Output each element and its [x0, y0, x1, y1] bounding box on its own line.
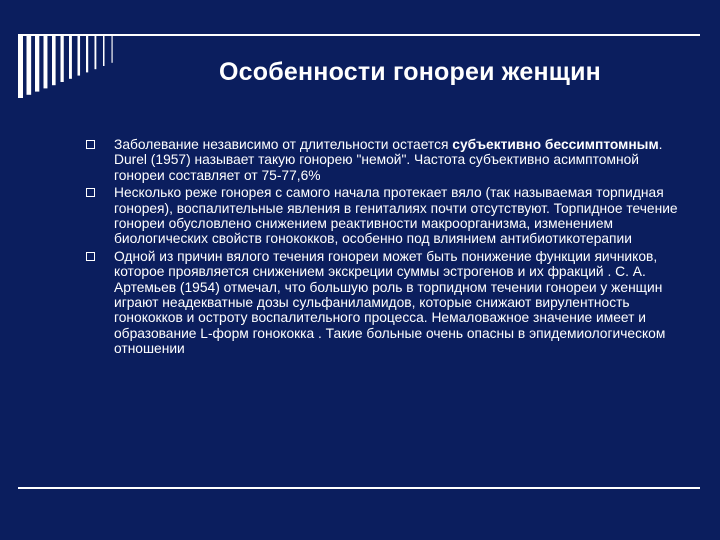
bullet-list — [86, 137, 686, 359]
decorative-bar — [35, 36, 39, 92]
bullet-item — [86, 137, 686, 183]
square-bullet-icon — [86, 140, 95, 149]
bullet-text-part: Несколько реже гонорея с самого начала протекает вяло (так называемая торпидная гонорея), воспалительные явления в гениталиях почти отсутствуют. Торпидное течение гонореи обусловлено снижением реактивности макроорганизма, изменением биологических свойств гонококков, особенно под влиянием антибиотикотерапии — [114, 185, 678, 247]
top-divider — [18, 34, 700, 36]
bullet-text — [114, 137, 663, 183]
decorative-bar — [103, 36, 105, 66]
square-bullet-icon — [86, 188, 95, 197]
decorative-bar — [112, 36, 113, 63]
bullet-item — [86, 185, 686, 247]
decorative-bar — [61, 36, 64, 82]
bullet-text-emphasis: субъективно бессимптомным — [452, 137, 659, 152]
decorative-bar — [86, 36, 88, 72]
bullet-text-part: Заболевание независимо от длительности остается — [114, 137, 453, 152]
decorative-bar — [78, 36, 81, 76]
decorative-bar — [18, 36, 23, 98]
bullet-text — [114, 185, 678, 246]
decorative-bar — [44, 36, 48, 88]
decorative-bars — [16, 34, 166, 114]
bullet-text-part: Одной из причин вялого течения гонореи может быть понижение функции яичников, которое проявляется снижением экскреции суммы эстрогенов и их фракций . С. А. Артемьев (1954) отмечал, что большую роль в торпидном течении гонореи у женщин играют неадекватные дозы сульфаниламидов, которые снижают вирулентность гонококков и остроту воспалительного процесса. Немаловажное значение имеет и образование L-форм гонококка . Такие больные очень опасны в эпидемиологическом отношении — [114, 248, 666, 357]
square-bullet-icon — [86, 252, 95, 261]
slide-title: Особенности гонореи женщин — [219, 58, 601, 86]
bullet-item — [86, 249, 686, 357]
bullet-text-part: . Durel (1957) называет такую гонорею "немой". Частота субъективно асимптомной гонореи составляет от 75-77,6% — [114, 137, 663, 183]
decorative-bar — [27, 36, 32, 95]
decorative-bar — [69, 36, 72, 79]
bottom-divider — [18, 487, 700, 489]
decorative-bar — [95, 36, 97, 69]
bullet-text — [114, 249, 665, 356]
decorative-bar — [52, 36, 56, 85]
